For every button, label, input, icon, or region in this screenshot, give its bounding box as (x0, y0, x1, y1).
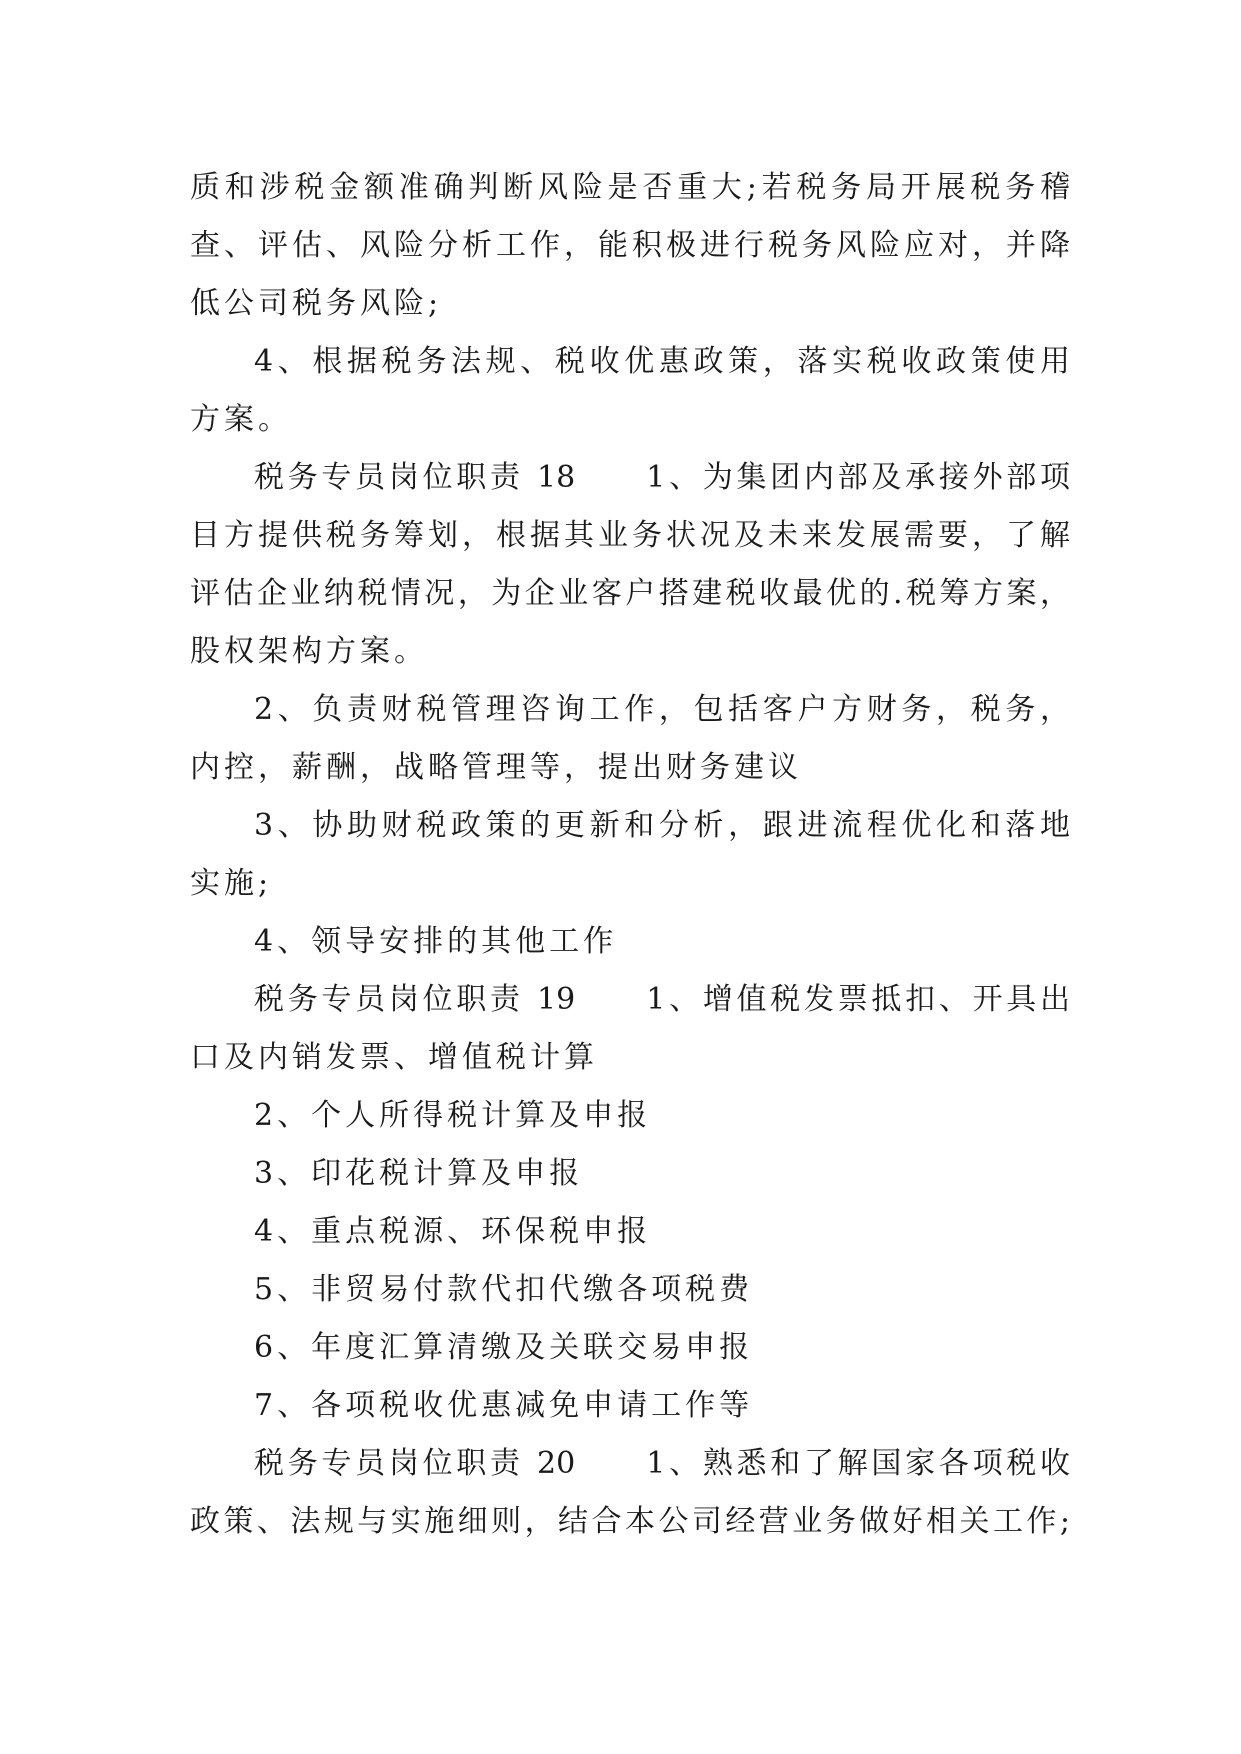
text-line: 7、各项税收优惠减免申请工作等 (254, 1388, 754, 1423)
text-line: 政策、法规与实施细则，结合本公司经营业务做好相关工作; (190, 1504, 1070, 1539)
text-line: 2、负责财税管理咨询工作，包括客户方财务，税务， (254, 692, 1070, 727)
section-heading-line: 税务专员岗位职责 20 1、熟悉和了解国家各项税收 (254, 1446, 1070, 1481)
text-line: 内控，薪酬，战略管理等，提出财务建议 (190, 750, 802, 785)
text-line: 3、印花税计算及申报 (254, 1156, 584, 1191)
text-line: 6、年度汇算清缴及关联交易申报 (254, 1330, 754, 1365)
text-line: 4、重点税源、环保税申报 (254, 1214, 652, 1249)
text-line: 质和涉税金额准确判断风险是否重大;若税务局开展税务稽 (190, 170, 1070, 205)
text-line: 评估企业纳税情况，为企业客户搭建税收最优的.税筹方案， (190, 576, 1070, 611)
text-line: 4、根据税务法规、税收优惠政策，落实税收政策使用 (254, 344, 1070, 379)
text-line: 4、领导安排的其他工作 (254, 924, 618, 959)
text-line: 低公司税务风险; (190, 286, 443, 321)
text-line: 目方提供税务筹划，根据其业务状况及未来发展需要，了解 (190, 518, 1070, 553)
text-line: 方案。 (190, 402, 292, 437)
section-heading-line: 税务专员岗位职责 19 1、增值税发票抵扣、开具出 (254, 982, 1070, 1017)
text-line: 5、非贸易付款代扣代缴各项税费 (254, 1272, 754, 1307)
text-line: 查、评估、风险分析工作，能积极进行税务风险应对，并降 (190, 228, 1070, 263)
text-line: 口及内销发票、增值税计算 (190, 1040, 598, 1075)
text-line: 3、协助财税政策的更新和分析，跟进流程优化和落地 (254, 808, 1070, 843)
text-line: 2、个人所得税计算及申报 (254, 1098, 652, 1133)
text-line: 股权架构方案。 (190, 634, 428, 669)
text-line: 实施; (190, 866, 273, 901)
section-heading-line: 税务专员岗位职责 18 1、为集团内部及承接外部项 (254, 460, 1070, 495)
